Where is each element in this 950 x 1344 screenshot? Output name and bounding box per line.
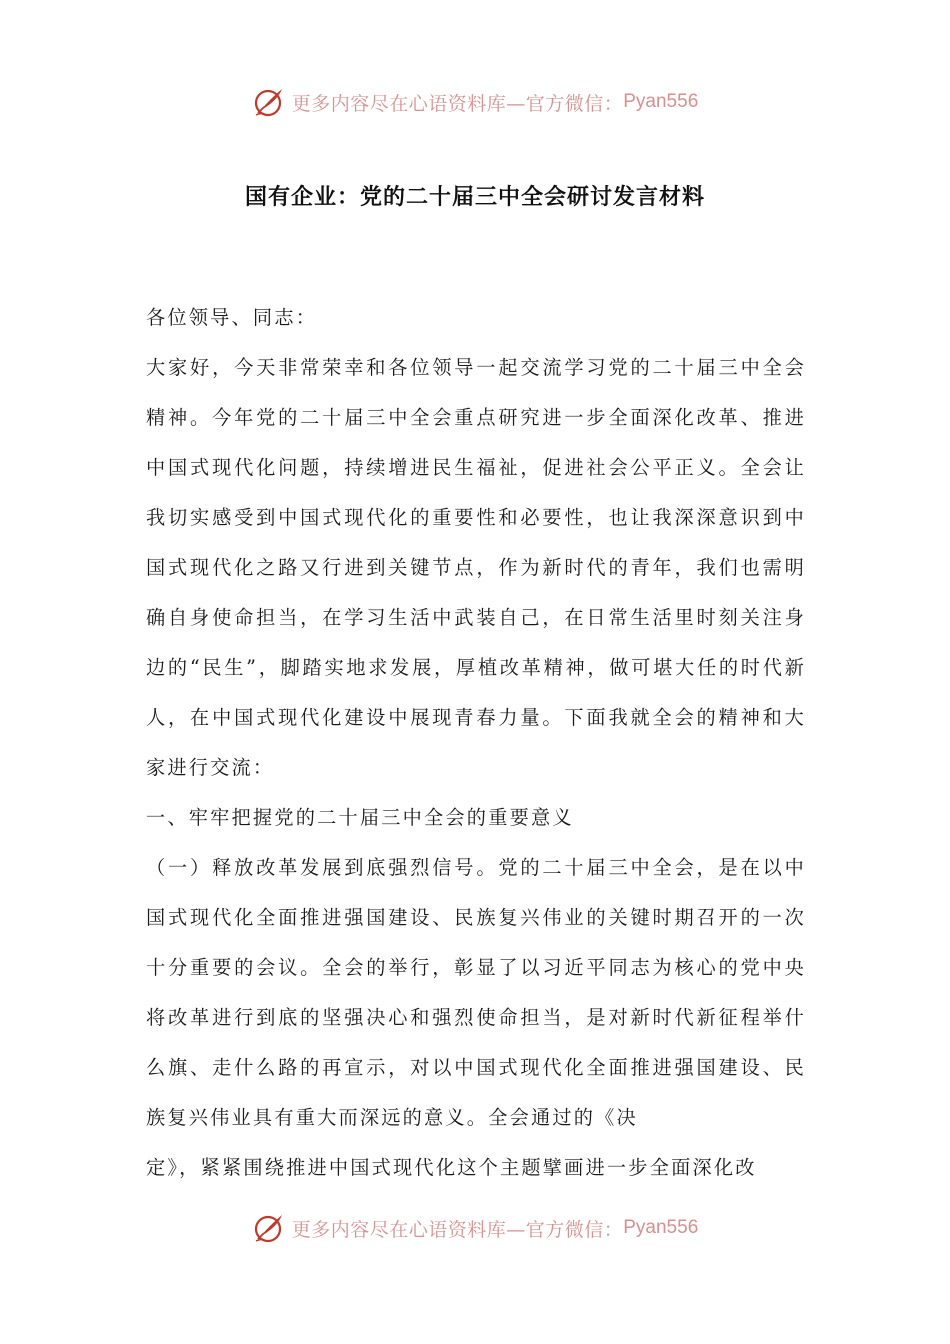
- header-banner-text: 更多内容尽在心语资料库—官方微信：: [291, 92, 624, 115]
- document-title: 国有企业：党的二十届三中全会研讨发言材料: [244, 185, 705, 210]
- quill-logo-icon: [252, 1211, 286, 1245]
- header-wechat-id: Pyan556: [623, 91, 699, 112]
- subsection-1-1: （一）释放改革发展到底强烈信号。党的二十届三中全会，是在以中国式现代化全面推进强国建设、民族复兴伟业的关键时期召开的一次十分重要的会议。全会的举行，彰显了以习近平同志为核心的党中央将改革进行到底的坚强决心和强烈使命担当，是对新时代新征程举什么旗、走什么路的再宣示，对以中国式现代化全面推进强国建设、民族复兴伟业具有重大而深远的意义。全会通过的《决: [146, 856, 806, 1129]
- footer-watermark-banner: [0, 1206, 950, 1250]
- footer-banner-text: 更多内容尽在心语资料库—官方微信：: [291, 1218, 624, 1241]
- document-body: [146, 293, 806, 1193]
- section-heading-1: 一、牢牢把握党的二十届三中全会的重要意义: [146, 806, 574, 829]
- quill-logo-icon: [252, 85, 286, 119]
- subsection-1-1-continued: 定》，紧紧围绕推进中国式现代化这个主题擘画进一步全面深化改: [146, 1156, 757, 1179]
- greeting: 各位领导、同志：: [146, 306, 318, 329]
- paragraph-intro: 大家好，今天非常荣幸和各位领导一起交流学习党的二十届三中全会精神。今年党的二十届三中全会重点研究进一步全面深化改革、推进中国式现代化问题，持续增进民生福祉，促进社会公平正义。全会让我切实感受到中国式现代化的重要性和必要性，也让我深深意识到中国式现代化之路又行进到关键节点，作为新时代的青年，我们也需明确自身使命担当，在学习生活中武装自己，在日常生活里时刻关注身边的“民生”，脚踏实地求发展，厚植改革精神，做可堪大任的时代新人，在中国式现代化建设中展现青春力量。下面我就全会的精神和大家进行交流：: [146, 356, 806, 779]
- footer-wechat-id: Pyan556: [623, 1217, 699, 1238]
- header-watermark-banner: [0, 80, 950, 124]
